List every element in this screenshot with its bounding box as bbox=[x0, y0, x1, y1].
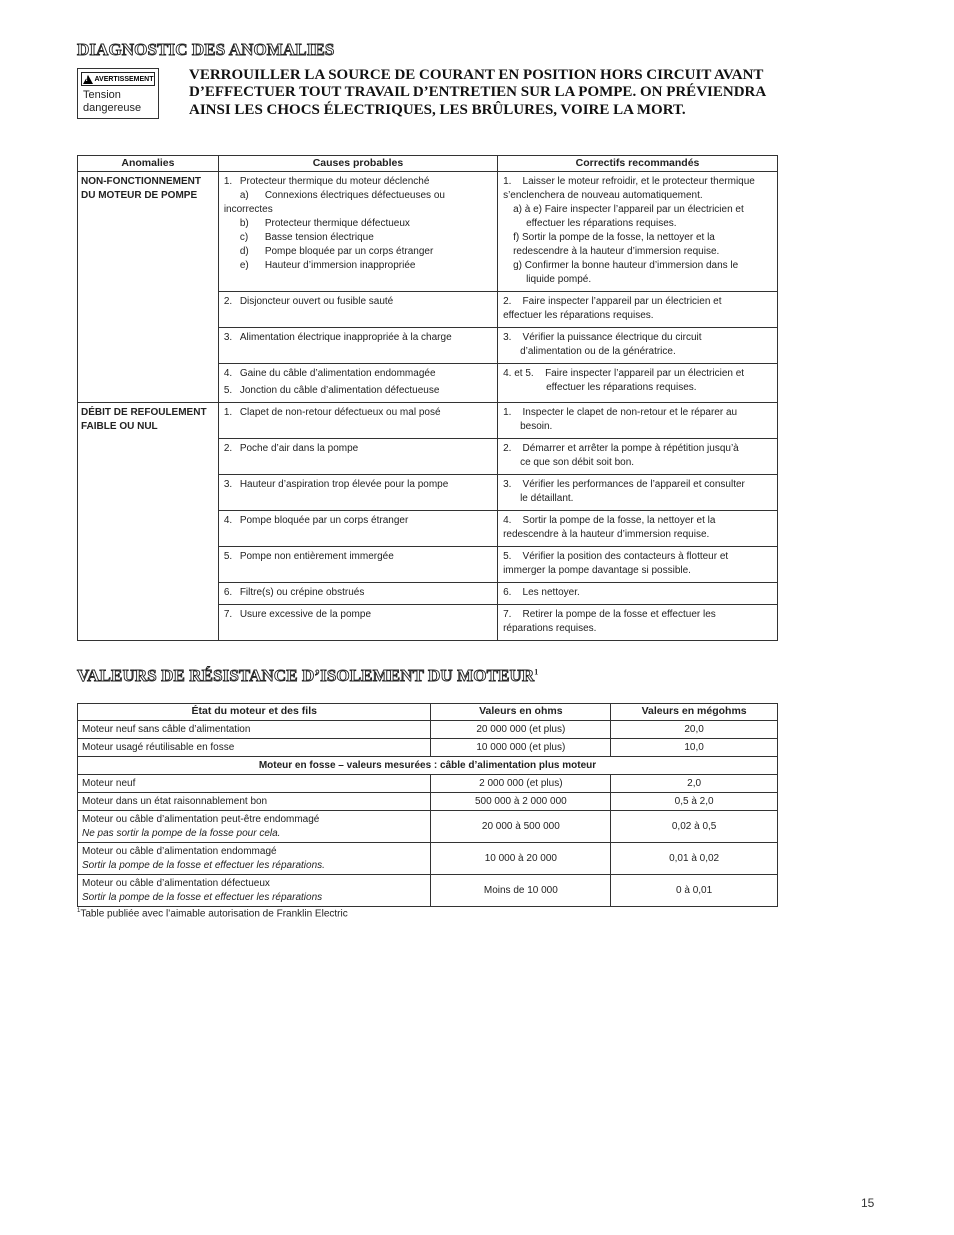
fix-cell: 1. Inspecter le clapet de non-retour et le réparer au besoin. bbox=[498, 403, 778, 439]
fix-cell: 7. Retirer la pompe de la fosse et effectuer les réparations requises. bbox=[498, 605, 778, 641]
fix-cell: 1. Laisser le moteur refroidir, et le protecteur thermique s’enclenchera de nouveau automatiquement. a) à e) Faire inspecter l’appareil par un électricien et effectuer les réparations requises. f) Sortir la pompe de la fosse, la nettoyer et la redescendre à la hauteur d’immersion requise. g) Confirmer la bonne hauteur d’immersion dans le liquide pompé. bbox=[498, 172, 778, 292]
fix-cell: 6. Les nettoyer. bbox=[498, 583, 778, 605]
cause-cell: 3. Alimentation électrique inappropriée à la charge bbox=[218, 328, 497, 364]
cause-cell: 1. Protecteur thermique du moteur déclenché a) Connexions électriques défectueuses ou incorrectes b) Protecteur thermique défectueux c) Basse tension électrique d) Pompe bloquée par un corps étranger e) Hauteur d’immersion inappropriée bbox=[218, 172, 497, 292]
cause-cell: 5. Pompe non entièrement immergée bbox=[218, 547, 497, 583]
cause-cell: 2. Disjoncteur ouvert ou fusible sauté bbox=[218, 292, 497, 328]
footnote: $^1$Table publiée avec l’aimable autorisation de Franklin Electric bbox=[77, 908, 348, 920]
troubleshooting-table bbox=[77, 155, 778, 641]
cause-cell: 7. Usure excessive de la pompe bbox=[218, 605, 497, 641]
table-row: Moteur dans un état raisonnablement bon 500 000 à 2 000 000 0,5 à 2,0 bbox=[78, 793, 778, 811]
column-header: Correctifs recommandés bbox=[498, 156, 778, 172]
cause-cell: 3. Hauteur d’aspiration trop élevée pour la pompe bbox=[218, 475, 497, 511]
table-row: Moteur ou câble d’alimentation peut-être endommagé Ne pas sortir la pompe de la fosse pour cela. 20 000 à 500 000 0,02 à 0,5 bbox=[78, 811, 778, 843]
warning-badge-text: AVERTISSEMENT bbox=[94, 75, 154, 83]
cause-cell: 1. Clapet de non-retour défectueux ou mal posé bbox=[218, 403, 497, 439]
warning-triangle-icon bbox=[83, 75, 93, 84]
cause-cell: 4. Pompe bloquée par un corps étranger bbox=[218, 511, 497, 547]
fix-cell: 2. Démarrer et arrêter la pompe à répétition jusqu’à ce que son débit soit bon. bbox=[498, 439, 778, 475]
column-header: Causes probables bbox=[218, 156, 497, 172]
warning-message: VERROUILLER LA SOURCE DE COURANT EN POSITION HORS CIRCUIT AVANT D’EFFECTUER TOUT TRAVAIL D’ENTRETIEN SUR LA POMPE. ON PRÉVIENDRA AINSI LES CHOCS ÉLECTRIQUES, LES BRÛLURES, VOIRE LA MORT. bbox=[189, 67, 766, 118]
table-span-row: Moteur en fosse – valeurs mesurées : câble d’alimentation plus moteur bbox=[78, 757, 778, 775]
fix-cell: 5. Vérifier la position des contacteurs à flotteur et immerger la pompe davantage si possible. bbox=[498, 547, 778, 583]
table-row: Moteur ou câble d’alimentation endommagé Sortir la pompe de la fosse et effectuer les réparations. 10 000 à 20 000 0,01 à 0,02 bbox=[78, 843, 778, 875]
section-title-insulation: VALEURS DE RÉSISTANCE D’ISOLEMENT DU MOTEUR$^1$ bbox=[77, 666, 539, 685]
fix-cell: 2. Faire inspecter l’appareil par un électricien et effectuer les réparations requises. bbox=[498, 292, 778, 328]
column-header: État du moteur et des fils bbox=[78, 704, 431, 721]
warning-label-text: Tension dangereuse bbox=[83, 89, 142, 114]
anomaly-cell: DÉBIT DE REFOULEMENT FAIBLE OU NUL bbox=[78, 403, 219, 641]
warning-label bbox=[77, 68, 159, 119]
table-row: Moteur usagé réutilisable en fosse 10 000 000 (et plus) 10,0 bbox=[78, 739, 778, 757]
cause-cell: 4. Gaine du câble d’alimentation endommagée 5. Jonction du câble d’alimentation défectueuse bbox=[218, 364, 497, 403]
fix-cell: 3. Vérifier la puissance électrique du circuit d’alimentation ou de la génératrice. bbox=[498, 328, 778, 364]
table-row: Moteur neuf sans câble d’alimentation 20 000 000 (et plus) 20,0 bbox=[78, 721, 778, 739]
table-header-row bbox=[78, 704, 778, 721]
table-row bbox=[78, 172, 778, 292]
cause-cell: 6. Filtre(s) ou crépine obstrués bbox=[218, 583, 497, 605]
warning-badge bbox=[81, 72, 155, 86]
fix-cell: 3. Vérifier les performances de l’appareil et consulter le détaillant. bbox=[498, 475, 778, 511]
fix-cell: 4. Sortir la pompe de la fosse, la nettoyer et la redescendre à la hauteur d’immersion requise. bbox=[498, 511, 778, 547]
table-row: Moteur neuf 2 000 000 (et plus) 2,0 bbox=[78, 775, 778, 793]
column-header: Valeurs en mégohms bbox=[611, 704, 778, 721]
cause-cell: 2. Poche d’air dans la pompe bbox=[218, 439, 497, 475]
page-number: 15 bbox=[861, 1196, 875, 1210]
table-row bbox=[78, 403, 778, 439]
section-title-diagnostic: DIAGNOSTIC DES ANOMALIES bbox=[77, 40, 335, 59]
anomaly-cell: NON-FONCTIONNEMENT DU MOTEUR DE POMPE bbox=[78, 172, 219, 403]
insulation-resistance-table bbox=[77, 703, 778, 907]
column-header: Valeurs en ohms bbox=[431, 704, 611, 721]
table-row: Moteur ou câble d’alimentation défectueux Sortir la pompe de la fosse et effectuer les réparations Moins de 10 000 0 à 0,01 bbox=[78, 875, 778, 907]
column-header: Anomalies bbox=[78, 156, 219, 172]
fix-cell: 4. et 5. Faire inspecter l’appareil par un électricien et effectuer les réparations requises. bbox=[498, 364, 778, 403]
table-header-row bbox=[78, 156, 778, 172]
